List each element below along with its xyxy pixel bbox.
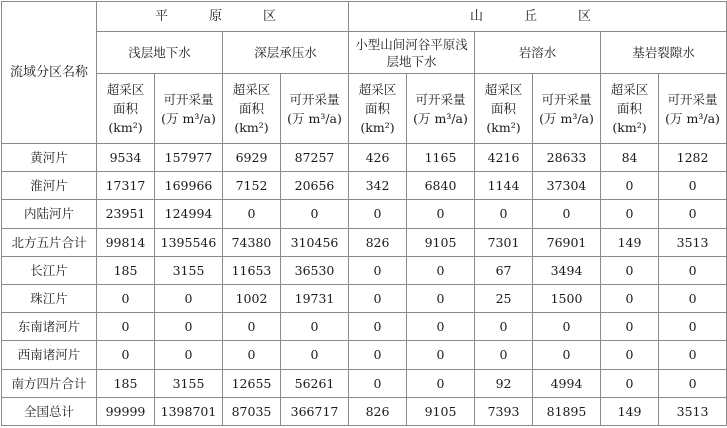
value-cell: 0 (349, 200, 407, 228)
value-cell: 36530 (281, 256, 349, 284)
table-row (2, 284, 727, 312)
value-cell: 37304 (533, 172, 601, 200)
value-cell: 84 (601, 144, 659, 172)
area-subheader: 超采区面积(km²) (349, 74, 407, 144)
value-cell: 169966 (155, 172, 223, 200)
volume-subheader: 可开采量(万 m³/a) (155, 74, 223, 144)
value-cell: 4216 (475, 144, 533, 172)
region-name-cell: 黄河片 (2, 144, 97, 172)
value-cell: 3155 (155, 369, 223, 397)
type-header: 深层承压水 (223, 32, 349, 74)
value-cell: 826 (349, 397, 407, 425)
value-cell: 6840 (407, 172, 475, 200)
area-subheader: 超采区面积(km²) (223, 74, 281, 144)
region-name-cell: 淮河片 (2, 172, 97, 200)
region-name-cell: 珠江片 (2, 284, 97, 312)
type-header: 岩溶水 (475, 32, 601, 74)
region-name-cell: 全国总计 (2, 397, 97, 425)
value-cell: 76901 (533, 228, 601, 256)
value-cell: 0 (659, 200, 727, 228)
value-cell: 0 (601, 200, 659, 228)
value-cell: 0 (281, 313, 349, 341)
value-cell: 3513 (659, 397, 727, 425)
value-cell: 0 (407, 369, 475, 397)
region-name-cell: 西南诸河片 (2, 341, 97, 369)
value-cell: 0 (533, 341, 601, 369)
region-name-cell: 北方五片合计 (2, 228, 97, 256)
table-header (2, 2, 727, 144)
table-row (2, 256, 727, 284)
value-cell: 0 (281, 341, 349, 369)
table-row (2, 313, 727, 341)
value-cell: 9105 (407, 397, 475, 425)
value-cell: 185 (97, 369, 155, 397)
value-cell: 0 (349, 284, 407, 312)
value-cell: 0 (407, 200, 475, 228)
group-header-hill: 山 丘 区 (349, 2, 727, 32)
value-cell: 0 (659, 341, 727, 369)
value-cell: 0 (475, 341, 533, 369)
value-cell: 25 (475, 284, 533, 312)
value-cell: 4994 (533, 369, 601, 397)
value-cell: 366717 (281, 397, 349, 425)
value-cell: 826 (349, 228, 407, 256)
value-cell: 0 (533, 313, 601, 341)
value-cell: 0 (97, 341, 155, 369)
value-cell: 1282 (659, 144, 727, 172)
table-row (2, 341, 727, 369)
value-cell: 9534 (97, 144, 155, 172)
value-cell: 0 (601, 172, 659, 200)
value-cell: 7393 (475, 397, 533, 425)
table-row (2, 172, 727, 200)
volume-subheader: 可开采量(万 m³/a) (407, 74, 475, 144)
value-cell: 1165 (407, 144, 475, 172)
value-cell: 17317 (97, 172, 155, 200)
value-cell: 0 (601, 313, 659, 341)
value-cell: 0 (349, 341, 407, 369)
volume-subheader: 可开采量(万 m³/a) (281, 74, 349, 144)
value-cell: 426 (349, 144, 407, 172)
area-subheader: 超采区面积(km²) (475, 74, 533, 144)
value-cell: 74380 (223, 228, 281, 256)
volume-subheader: 可开采量(万 m³/a) (533, 74, 601, 144)
value-cell: 0 (601, 256, 659, 284)
value-cell: 1144 (475, 172, 533, 200)
value-cell: 0 (659, 313, 727, 341)
value-cell: 12655 (223, 369, 281, 397)
value-cell: 0 (407, 313, 475, 341)
value-cell: 0 (223, 341, 281, 369)
volume-subheader: 可开采量(万 m³/a) (659, 74, 727, 144)
value-cell: 0 (659, 369, 727, 397)
region-name-cell: 南方四片合计 (2, 369, 97, 397)
value-cell: 0 (223, 313, 281, 341)
value-cell: 0 (533, 200, 601, 228)
value-cell: 0 (349, 256, 407, 284)
region-name-cell: 长江片 (2, 256, 97, 284)
value-cell: 0 (601, 284, 659, 312)
value-cell: 87035 (223, 397, 281, 425)
value-cell: 3155 (155, 256, 223, 284)
value-cell: 0 (407, 284, 475, 312)
value-cell: 149 (601, 397, 659, 425)
value-cell: 0 (659, 284, 727, 312)
region-name-cell: 东南诸河片 (2, 313, 97, 341)
area-subheader: 超采区面积(km²) (97, 74, 155, 144)
value-cell: 19731 (281, 284, 349, 312)
value-cell: 6929 (223, 144, 281, 172)
type-header: 小型山间河谷平原浅层地下水 (349, 32, 475, 74)
value-cell: 0 (659, 172, 727, 200)
value-cell: 0 (475, 313, 533, 341)
value-cell: 185 (97, 256, 155, 284)
value-cell: 1395546 (155, 228, 223, 256)
table-row (2, 144, 727, 172)
value-cell: 0 (155, 341, 223, 369)
value-cell: 342 (349, 172, 407, 200)
value-cell: 0 (223, 200, 281, 228)
value-cell: 99814 (97, 228, 155, 256)
table-body (2, 144, 727, 426)
value-cell: 0 (155, 313, 223, 341)
value-cell: 1500 (533, 284, 601, 312)
value-cell: 92 (475, 369, 533, 397)
value-cell: 28633 (533, 144, 601, 172)
value-cell: 149 (601, 228, 659, 256)
value-cell: 310456 (281, 228, 349, 256)
value-cell: 0 (407, 256, 475, 284)
region-name-cell: 内陆河片 (2, 200, 97, 228)
sub-header-row (2, 74, 727, 144)
area-subheader: 超采区面积(km²) (601, 74, 659, 144)
type-header: 浅层地下水 (97, 32, 223, 74)
value-cell: 3494 (533, 256, 601, 284)
value-cell: 0 (281, 200, 349, 228)
value-cell: 87257 (281, 144, 349, 172)
value-cell: 9105 (407, 228, 475, 256)
table-row (2, 228, 727, 256)
value-cell: 7152 (223, 172, 281, 200)
value-cell: 11653 (223, 256, 281, 284)
table-row (2, 200, 727, 228)
value-cell: 124994 (155, 200, 223, 228)
value-cell: 3513 (659, 228, 727, 256)
value-cell: 0 (97, 284, 155, 312)
value-cell: 0 (601, 341, 659, 369)
value-cell: 56261 (281, 369, 349, 397)
value-cell: 0 (601, 369, 659, 397)
value-cell: 0 (349, 369, 407, 397)
corner-header: 流域分区名称 (2, 2, 97, 144)
value-cell: 99999 (97, 397, 155, 425)
value-cell: 20656 (281, 172, 349, 200)
value-cell: 1398701 (155, 397, 223, 425)
value-cell: 7301 (475, 228, 533, 256)
value-cell: 23951 (97, 200, 155, 228)
value-cell: 157977 (155, 144, 223, 172)
value-cell: 0 (659, 256, 727, 284)
value-cell: 1002 (223, 284, 281, 312)
value-cell: 0 (97, 313, 155, 341)
table-row (2, 369, 727, 397)
group-header-plain: 平 原 区 (97, 2, 349, 32)
value-cell: 0 (475, 200, 533, 228)
groundwater-table (1, 1, 727, 426)
value-cell: 81895 (533, 397, 601, 425)
value-cell: 0 (407, 341, 475, 369)
table-row (2, 397, 727, 425)
value-cell: 67 (475, 256, 533, 284)
type-header: 基岩裂隙水 (601, 32, 727, 74)
value-cell: 0 (155, 284, 223, 312)
value-cell: 0 (349, 313, 407, 341)
